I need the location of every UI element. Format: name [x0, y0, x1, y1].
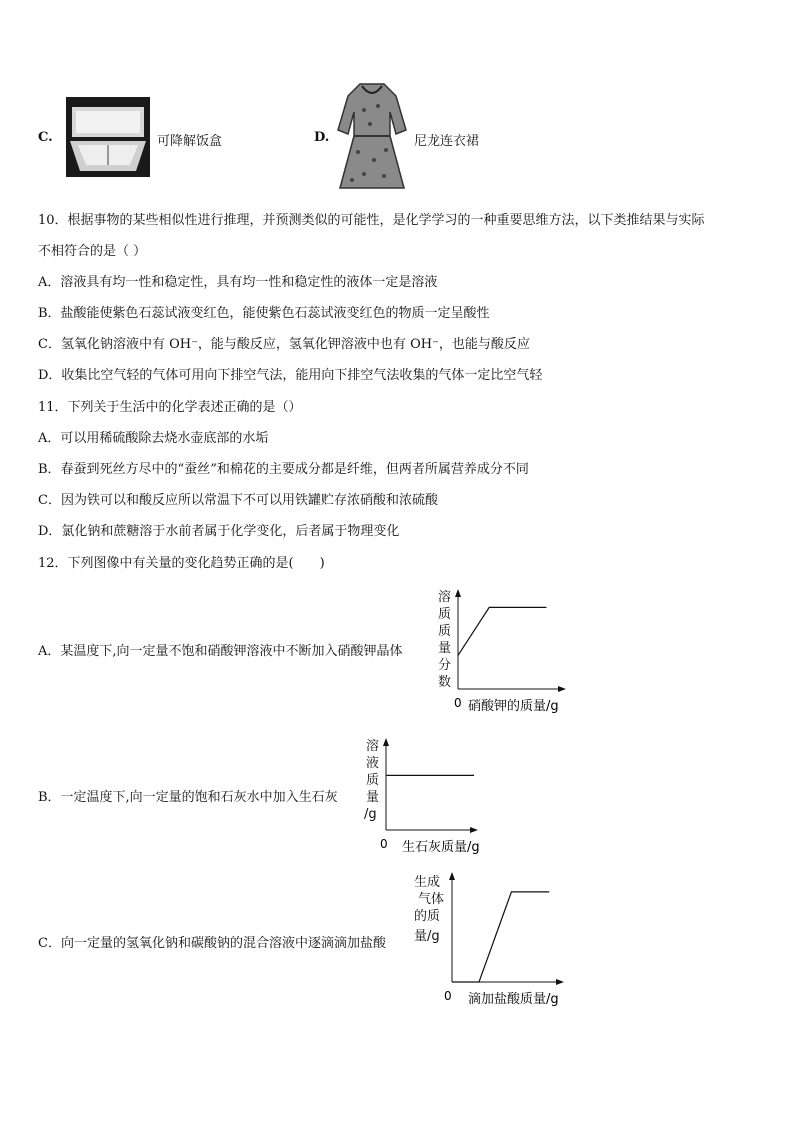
q11-option-c: C．因为铁可以和酸反应所以常温下不可以用铁罐贮存浓硝酸和浓硫酸: [38, 493, 438, 508]
chart-a-ylabel-1: 质: [438, 607, 452, 622]
chart-c-xaxis-arrow: [556, 979, 564, 985]
chart-b-ylabel-2: 质: [366, 773, 380, 788]
chart-b-ylabel-4: /g: [364, 807, 377, 822]
chart-c-ylabel-1: 气体: [418, 892, 445, 907]
chart-b-ylabel-0: 溶: [366, 739, 380, 754]
chart-a-ylabel-0: 溶: [438, 590, 452, 605]
chart-c-ylabel-3: 量/g: [414, 929, 440, 944]
q11-option-b: B．春蚕到死丝方尽中的“蚕丝”和棉花的主要成分都是纤维，但两者所属营养成分不同: [38, 462, 529, 477]
chart-b-ylabel-1: 液: [366, 756, 380, 771]
chart-a: [430, 585, 580, 715]
q12-option-b: B．一定温度下,向一定量的饱和石灰水中加入生石灰: [38, 790, 338, 805]
chart-b-origin: 0: [380, 837, 388, 851]
chart-a-ylabel: [438, 589, 451, 690]
chart-c-origin: 0: [444, 989, 452, 1003]
chart-c-ylabel-2: 的质: [414, 909, 441, 924]
q11-option-a: A．可以用稀硫酸除去烧水壶底部的水垢: [38, 431, 269, 446]
chart-b-xlabel: 生石灰质量/g: [402, 840, 480, 855]
q11-option-d: D．氯化钠和蔗糖溶于水前者属于化学变化，后者属于物理变化: [38, 524, 400, 539]
q10-option-a: A．溶液具有均一性和稳定性，具有均一性和稳定性的液体一定是溶液: [38, 275, 438, 290]
q10-option-c: C．氢氧化钠溶液中有 OH⁻，能与酸反应，氢氧化钾溶液中也有 OH⁻，也能与酸反应: [38, 337, 530, 352]
q12-option-a: A．某温度下,向一定量不饱和硝酸钾溶液中不断加入硝酸钾晶体: [38, 644, 403, 659]
chart-b: [360, 734, 500, 858]
chart-b-ylabel-3: 量: [366, 790, 380, 805]
q10-option-b: B．盐酸能使紫色石蕊试液变红色，能使紫色石蕊试液变红色的物质一定呈酸性: [38, 306, 490, 321]
option-d-letter: D.: [314, 130, 330, 145]
chart-c: [410, 868, 580, 1010]
chart-a-ylabel-4: 分: [438, 658, 452, 673]
option-c-text: 可降解饭盒: [157, 134, 223, 149]
option-d-text: 尼龙连衣裙: [414, 134, 480, 149]
chart-a-ylabel-5: 数: [438, 675, 452, 690]
chart-a-ylabel-2: 质: [438, 624, 452, 639]
q12-stem: 12．下列图像中有关量的变化趋势正确的是( ): [38, 556, 325, 571]
chart-a-xlabel: 硝酸钾的质量/g: [468, 699, 559, 714]
q11-stem: 11．下列关于生活中的化学表述正确的是（）: [38, 400, 302, 415]
q12-option-c: C．向一定量的氢氧化钠和碳酸钠的混合溶液中逐滴滴加盐酸: [38, 936, 386, 951]
option-c-letter: C.: [38, 130, 53, 145]
chart-c-ylabel-0: 生成: [414, 875, 441, 890]
chart-a-ylabel-3: 量: [438, 641, 452, 656]
q10-option-d: D．收集比空气轻的气体可用向下排空气法，能用向下排空气法收集的气体一定比空气轻: [38, 368, 543, 383]
chart-c-yaxis-arrow: [449, 872, 455, 880]
chart-a-xaxis-arrow: [558, 686, 566, 692]
chart-a-series-line: [458, 607, 546, 655]
chart-c-series-line: [452, 892, 549, 982]
chart-a-origin: 0: [454, 696, 462, 710]
chart-b-yaxis-arrow: [383, 738, 389, 746]
chart-b-xaxis-arrow: [470, 827, 478, 833]
lunchbox-image: [66, 97, 150, 177]
q10-stem-line2: 不相符合的是（ ）: [38, 244, 147, 259]
q10-stem-line1: 10．根据事物的某些相似性进行推理，并预测类似的可能性，是化学学习的一种重要思维方法，以下类推结果与实际: [38, 213, 705, 228]
chart-c-xlabel: 滴加盐酸质量/g: [468, 992, 559, 1007]
chart-a-yaxis-arrow: [455, 589, 461, 597]
nylon-dress-image: [334, 80, 410, 192]
